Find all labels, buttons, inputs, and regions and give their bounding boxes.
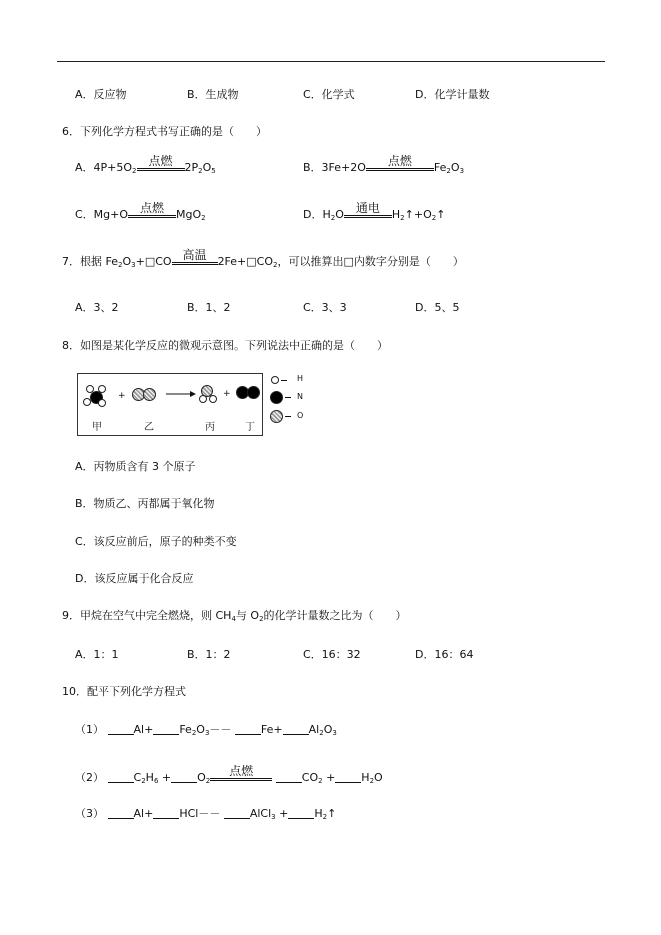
legend-dash [285,397,291,398]
q10-stem: 10．配平下列化学方程式 [62,685,186,698]
answer-blank[interactable] [283,723,309,735]
hydrogen-atom [86,385,94,393]
q8-stem: 8．如图是某化学反应的微观示意图。下列说法中正确的是（ ） [62,339,388,352]
legend-o-label: O [297,411,304,420]
q9-option-d: D．16：64 [415,648,474,661]
label-bing: 丙 [205,422,215,433]
q9-option-c: C．16：32 [303,648,361,661]
label-jia: 甲 [92,422,102,433]
q9-stem: 9．甲烷在空气中完全燃烧，则 $CH_4$与 $O_2$的化学计量数之比为（ ） [62,609,407,623]
q7-option-d: D．5、5 [415,301,460,314]
label-ding: 丁 [245,422,255,433]
hydrogen-atom [98,399,106,407]
header-rule [57,61,605,62]
q8-option-c: C．该反应前后，原子的种类不变 [75,535,237,548]
reaction-arrow-icon [166,390,196,398]
legend-hydrogen-icon [271,376,279,384]
q5-option-d: D．化学计量数 [415,88,490,101]
hydrogen-atom [83,398,91,406]
answer-blank[interactable] [171,771,197,783]
answer-blank[interactable] [108,723,134,735]
answer-blank[interactable] [288,807,314,819]
q6-option-d: D．$H_2O$ 通电 $H_2↑+O_2↑$ [303,201,446,222]
hydrogen-atom [199,395,207,403]
answer-blank[interactable] [235,723,261,735]
nitrogen-atom [247,386,260,399]
legend-dash [285,416,291,417]
plus-sign: + [223,389,231,399]
q5-option-a: A．反应物 [75,88,127,101]
q10-equation-1: （1） $Al+ Fe_2O_3-- Fe+ Al_2O_3$ [75,723,337,737]
legend-h-label: H [297,374,304,383]
q7-option-b: B．1、2 [187,301,231,314]
q10-equation-2: （2） $C_2H_6 + O_2$ 点燃 $CO_2 + H_2O$ [75,764,383,785]
plus-sign: + [118,391,126,401]
legend-oxygen-icon [270,410,283,423]
oxygen-atom [143,388,156,401]
q9-option-a: A．1：1 [75,648,119,661]
reaction-diagram [77,373,263,436]
q5-option-b: B．生成物 [187,88,239,101]
answer-blank[interactable] [224,807,250,819]
answer-blank[interactable] [335,771,361,783]
answer-blank[interactable] [153,807,179,819]
answer-blank[interactable] [276,771,302,783]
answer-blank[interactable] [108,771,134,783]
q9-option-b: B．1：2 [187,648,231,661]
q7-option-c: C．3、3 [303,301,347,314]
legend-n-label: N [297,392,303,401]
answer-blank[interactable] [108,807,134,819]
q6-option-b: B．3Fe+2O 点燃 $Fe_2O_3$ [303,154,465,175]
q7-option-a: A．3、2 [75,301,119,314]
hydrogen-atom [98,385,106,393]
answer-blank[interactable] [153,723,179,735]
q8-option-a: A．丙物质含有 3 个原子 [75,460,196,473]
q8-option-d: D．该反应属于化合反应 [75,572,194,585]
label-yi: 乙 [144,422,154,433]
legend-dash [281,380,287,381]
q8-option-b: B．物质乙、丙都属于氧化物 [75,497,215,510]
q6-option-c: C．Mg+O 点燃 MgO$_2$ [75,201,206,222]
q6-stem: 6．下列化学方程式书写正确的是（ ） [62,125,267,138]
hydrogen-atom [209,395,217,403]
q5-option-c: C．化学式 [303,88,355,101]
legend-nitrogen-icon [270,391,283,404]
q10-equation-3: （3） Al+ HCl－－ AlCl$_3$ + $H_2↑$ [75,807,337,821]
q7-stem: 7．根据 $Fe_2O_3+□CO$ 高温 $2Fe+□CO_2$，可以推算出□内数字分别是（ ） [62,248,464,269]
q6-option-a: A．$4P+5O_2$ 点燃 $2P_2O_5$ [75,154,216,175]
